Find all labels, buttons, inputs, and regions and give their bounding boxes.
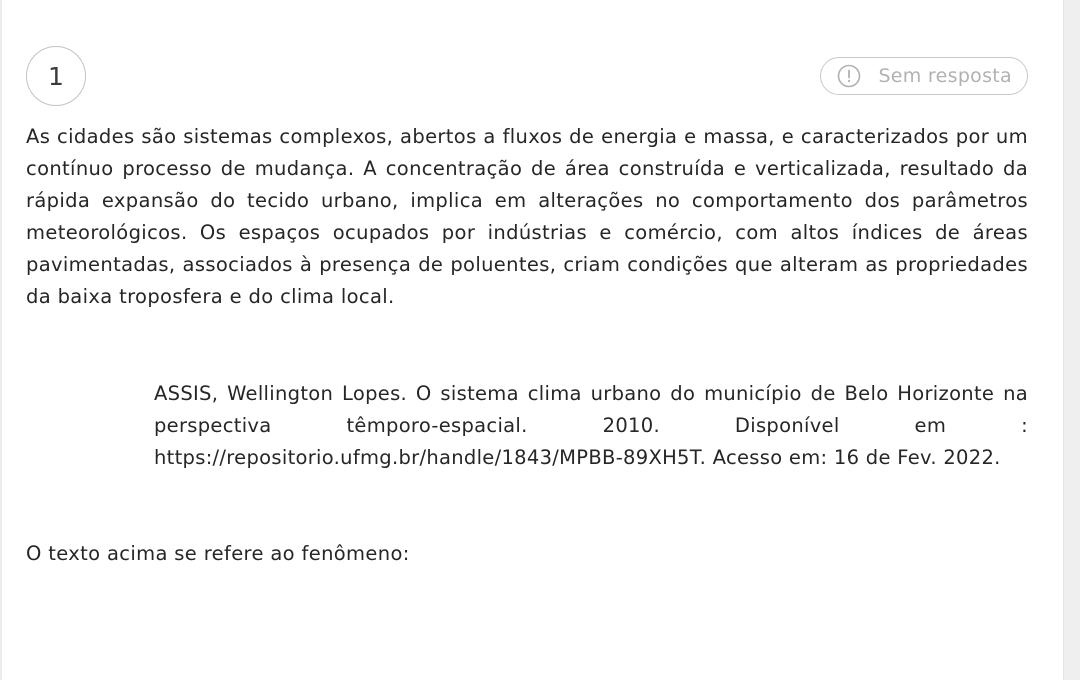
left-divider [0, 0, 2, 680]
exclamation-circle-icon [837, 64, 861, 88]
scrollbar[interactable] [1063, 0, 1080, 680]
status-label: Sem resposta [878, 65, 1012, 87]
status-badge [820, 57, 1028, 95]
question-number: 1 [26, 46, 86, 106]
citation-text: ASSIS, Wellington Lopes. O sistema clima urbano do município de Belo Horizonte na perspectiva têmporo-espacial. 2010. Disponível em : https://repositorio.ufmg.br/handle/1843/MPBB-89XH5T. Acesso em: 16 de Fev. 2022. [154, 382, 1028, 469]
question-card [26, 0, 1028, 680]
question-text: As cidades são sistemas complexos, abertos a fluxos de energia e massa, e caracterizados por um contínuo processo de mudança. A concentração de área construída e verticalizada, resultado da rápida expansão do tecido urbano, implica em alterações no comportamento dos parâmetros meteorológicos. Os espaços ocupados por indústrias e comércio, com altos índices de áreas pavimentadas, associados à presença de poluentes, criam condições que alteram as propriedades da baixa troposfera e do clima local. [26, 125, 1028, 308]
question-prompt: O texto acima se refere ao fenômeno: [26, 542, 410, 565]
